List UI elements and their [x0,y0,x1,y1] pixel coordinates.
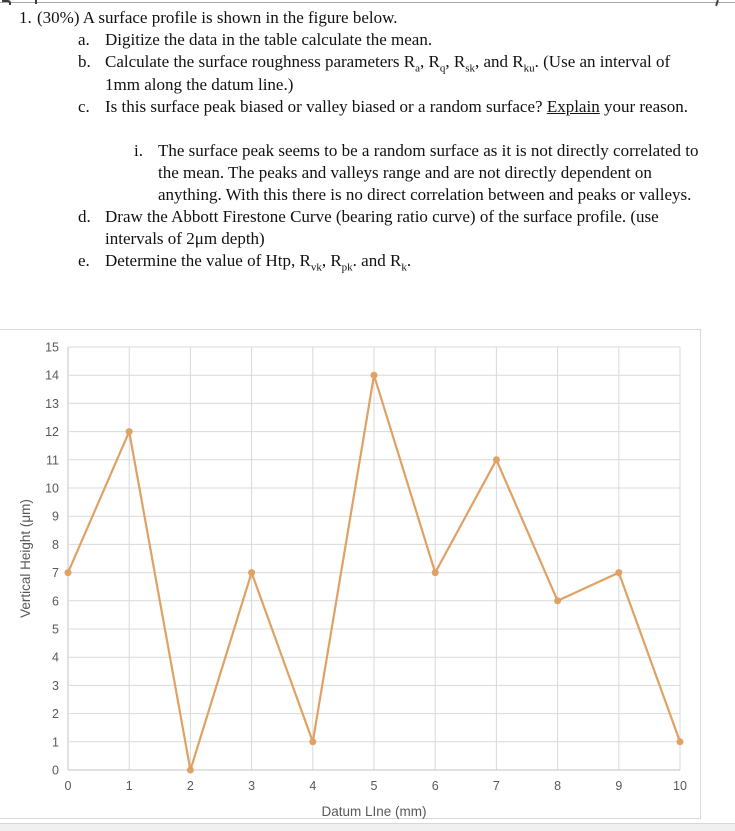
svg-text:12: 12 [45,425,59,440]
cutoff-glyph-fragment [35,0,37,4]
list-item [78,250,735,273]
list-marker: a. [78,30,90,49]
svg-text:1: 1 [52,735,59,750]
data-point-marker [309,738,316,745]
y-axis-tick-labels [45,341,59,778]
svg-text:5: 5 [370,779,378,793]
list-item-text: Digitize the data in the table calculate the mean. [105,30,433,49]
list-item-text: Calculate the surface roughness parameters $R_a$, $R_q$, $R_{sk}$, and $R_{ku}$. (Use an interval of 1mm along the datum line.) [105,52,671,95]
data-point-marker [371,372,378,379]
list-item [134,140,735,206]
list-marker: b. [78,52,91,71]
svg-text:0: 0 [64,779,72,793]
list-marker: d. [78,207,91,227]
svg-text:7: 7 [492,779,500,793]
svg-text:8: 8 [554,779,562,793]
data-point-marker [65,569,72,576]
data-point-marker [493,456,500,463]
list-item-text: Is this surface peak biased or valley biased or a random surface? Explain your reason. [105,97,688,117]
svg-text:10: 10 [45,481,59,496]
data-point-marker [187,767,194,774]
svg-text:2: 2 [52,707,59,722]
x-axis-title[interactable]: Datum LIne (mm) [321,804,427,819]
list-item [78,206,735,250]
list-item-text: The surface peak seems to be a random surface as it is not directly correlated to the mean. The peaks and valleys range and are not directly dependent on anything. With this there is no direct correlation between and peaks or valleys. [158,141,699,205]
svg-text:11: 11 [46,453,59,468]
cutoff-line-divider [0,2,735,3]
svg-text:7: 7 [52,566,59,581]
list-marker: 1. [19,8,32,27]
list-item-text: Draw the Abbott Firestone Curve (bearing ratio curve) of the surface profile. (use intervals of 2μm depth) [105,207,659,249]
svg-text:0: 0 [52,763,59,778]
data-point-marker [126,428,133,435]
data-point-marker [615,569,622,576]
svg-text:5: 5 [52,622,59,637]
list-item [19,7,735,29]
svg-text:9: 9 [52,509,59,524]
cutoff-glyph-fragment [2,0,11,5]
list-item [78,96,735,118]
svg-text:10: 10 [673,779,687,793]
svg-text:4: 4 [52,650,59,665]
list-item-text: Determine the value of Htp, $R_{vk}$, $R_{pk}$. and $R_k$. [105,251,412,274]
svg-text:6: 6 [431,779,439,793]
svg-text:4: 4 [309,779,317,793]
list-item [78,29,735,51]
y-axis-title[interactable]: Vertical Height (μm) [18,499,33,618]
data-point-marker [677,738,684,745]
list-marker: i. [134,141,143,161]
cutoff-glyph-fragment [715,0,719,6]
svg-text:14: 14 [45,368,59,383]
bottom-scroll-strip[interactable] [0,823,735,831]
svg-text:3: 3 [248,779,256,793]
svg-text:8: 8 [52,537,59,552]
svg-text:15: 15 [45,340,59,355]
x-axis-tick-labels [65,779,687,793]
svg-text:6: 6 [52,594,59,609]
svg-text:3: 3 [52,678,59,693]
data-point-marker [554,597,561,604]
problem-text-block [0,7,735,274]
data-point-marker [248,569,255,576]
svg-text:1: 1 [125,779,133,793]
list-item [78,51,735,96]
data-point-marker [432,569,439,576]
list-marker: e. [78,251,90,271]
list-marker: c. [78,97,90,117]
svg-text:2: 2 [186,779,194,793]
chart-svg [0,330,701,820]
vertical-gridlines [68,347,680,770]
surface-profile-chart[interactable] [0,329,701,819]
svg-text:9: 9 [615,779,623,793]
svg-text:13: 13 [45,396,59,411]
list-item-text: (30%) A surface profile is shown in the figure below. [37,8,398,27]
